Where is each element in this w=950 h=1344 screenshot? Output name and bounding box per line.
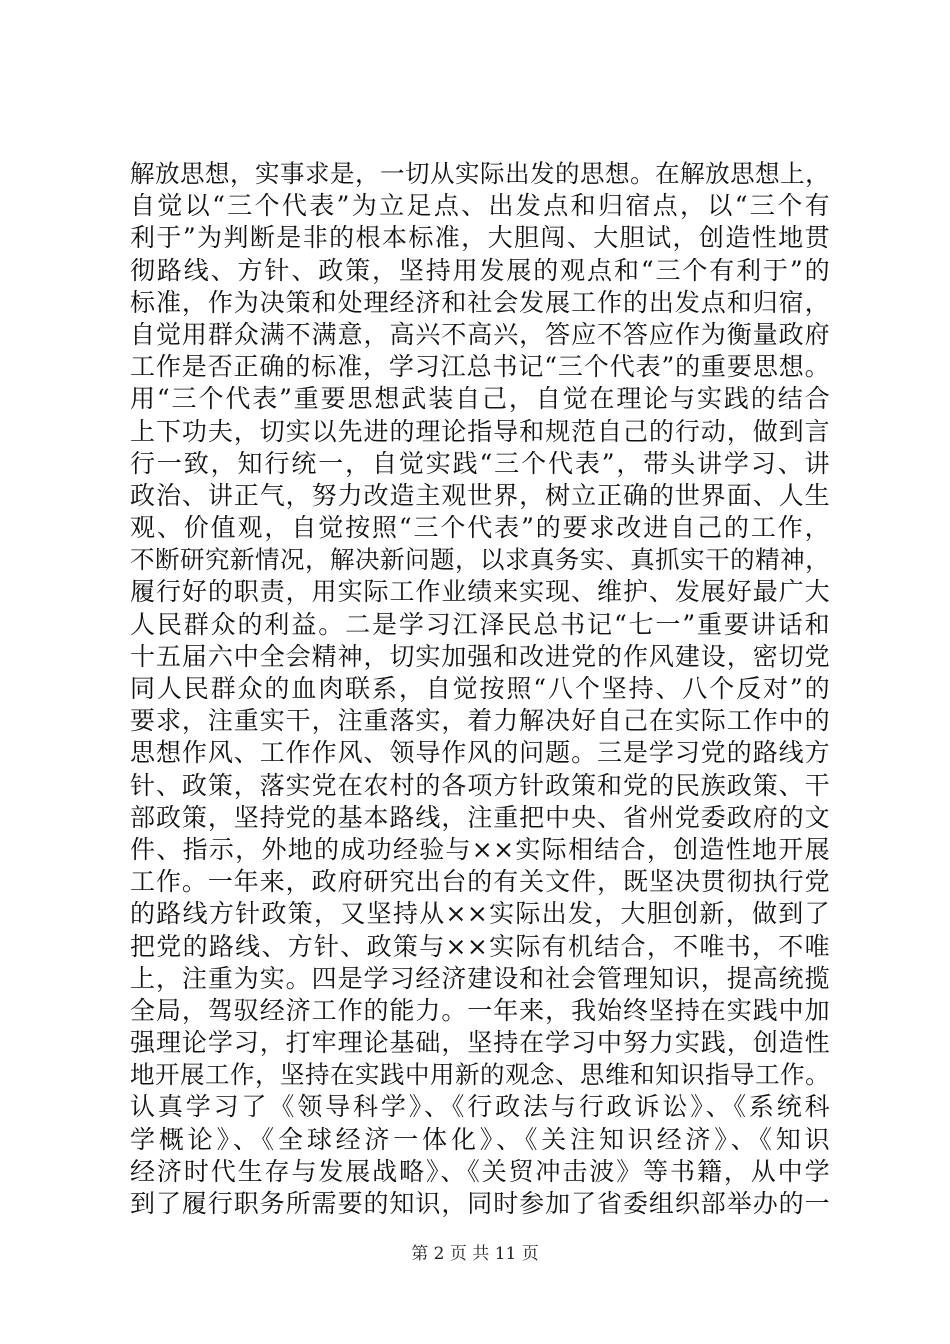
text-line: 到了履行职务所需要的知识，同时参加了省委组织部举办的一 xyxy=(130,1189,830,1218)
text-line: 地开展工作，坚持在实践中用新的观念、思维和知识指导工作。 xyxy=(130,1060,830,1090)
text-line: 的路线方针政策，又坚持从××实际出发，大胆创新，做到了 xyxy=(130,899,830,929)
text-line: 行一致，知行统一，自觉实践“三个代表”，带头讲学习、讲 xyxy=(130,448,830,478)
text-line: 自觉以“三个代表”为立足点、出发点和归宿点，以“三个有 xyxy=(130,191,830,221)
text-line: 要求，注重实干，注重落实，着力解决好自己在实际工作中的 xyxy=(130,706,830,736)
text-line: 上，注重为实。四是学习经济建设和社会管理知识，提高统揽 xyxy=(130,963,830,993)
text-line: 学概论》、《全球经济一体化》、《关注知识经济》、《知识 xyxy=(130,1124,830,1154)
text-line: 工作是否正确的标准，学习江总书记“三个代表”的重要思想。 xyxy=(130,352,830,382)
text-line: 针、政策，落实党在农村的各项方针政策和党的民族政策、干 xyxy=(130,770,830,800)
text-line: 经济时代生存与发展战略》、《关贸冲击波》等书籍，从中学 xyxy=(130,1156,830,1186)
text-line: 认真学习了《领导科学》、《行政法与行政诉讼》、《系统科 xyxy=(130,1092,830,1122)
text-line: 上下功夫，切实以先进的理论指导和规范自己的行动，做到言 xyxy=(130,416,830,446)
text-line: 政治、讲正气，努力改造主观世界，树立正确的世界面、人生 xyxy=(130,480,830,510)
text-line: 全局，驾驭经济工作的能力。一年来，我始终坚持在实践中加 xyxy=(130,995,830,1025)
text-line: 观、价值观，自觉按照“三个代表”的要求改进自己的工作， xyxy=(130,513,830,543)
text-line: 人民群众的利益。二是学习江泽民总书记“七一”重要讲话和 xyxy=(130,609,830,639)
text-line: 利于”为判断是非的根本标准，大胆闯、大胆试，创造性地贯 xyxy=(130,223,830,253)
body-text xyxy=(130,158,830,1220)
text-line: 自觉用群众满不满意，高兴不高兴，答应不答应作为衡量政府 xyxy=(130,319,830,349)
page-footer: 第 2 页 共 11 页 xyxy=(411,1244,539,1264)
text-line: 不断研究新情况，解决新问题，以求真务实、真抓实干的精神， xyxy=(130,545,830,575)
text-line: 彻路线、方针、政策，坚持用发展的观点和“三个有利于”的 xyxy=(130,255,830,285)
text-line: 标准，作为决策和处理经济和社会发展工作的出发点和归宿， xyxy=(130,287,830,317)
text-line: 思想作风、工作作风、领导作风的问题。三是学习党的路线方 xyxy=(130,738,830,768)
text-line: 部政策，坚持党的基本路线，注重把中央、省州党委政府的文 xyxy=(130,802,830,832)
text-line: 履行好的职责，用实际工作业绩来实现、维护、发展好最广大 xyxy=(130,577,830,607)
text-line: 强理论学习，打牢理论基础，坚持在学习中努力实践，创造性 xyxy=(130,1028,830,1058)
text-line: 工作。一年来，政府研究出台的有关文件，既坚决贯彻执行党 xyxy=(130,867,830,897)
text-line: 十五届六中全会精神，切实加强和改进党的作风建设，密切党 xyxy=(130,641,830,671)
text-line: 件、指示，外地的成功经验与××实际相结合，创造性地开展 xyxy=(130,834,830,864)
text-line: 解放思想，实事求是，一切从实际出发的思想。在解放思想上， xyxy=(130,159,830,188)
text-line: 同人民群众的血肉联系，自觉按照“八个坚持、八个反对”的 xyxy=(130,674,830,703)
text-line: 用“三个代表”重要思想武装自己，自觉在理论与实践的结合 xyxy=(130,384,830,414)
text-line: 把党的路线、方针、政策与××实际有机结合，不唯书，不唯 xyxy=(130,931,830,961)
